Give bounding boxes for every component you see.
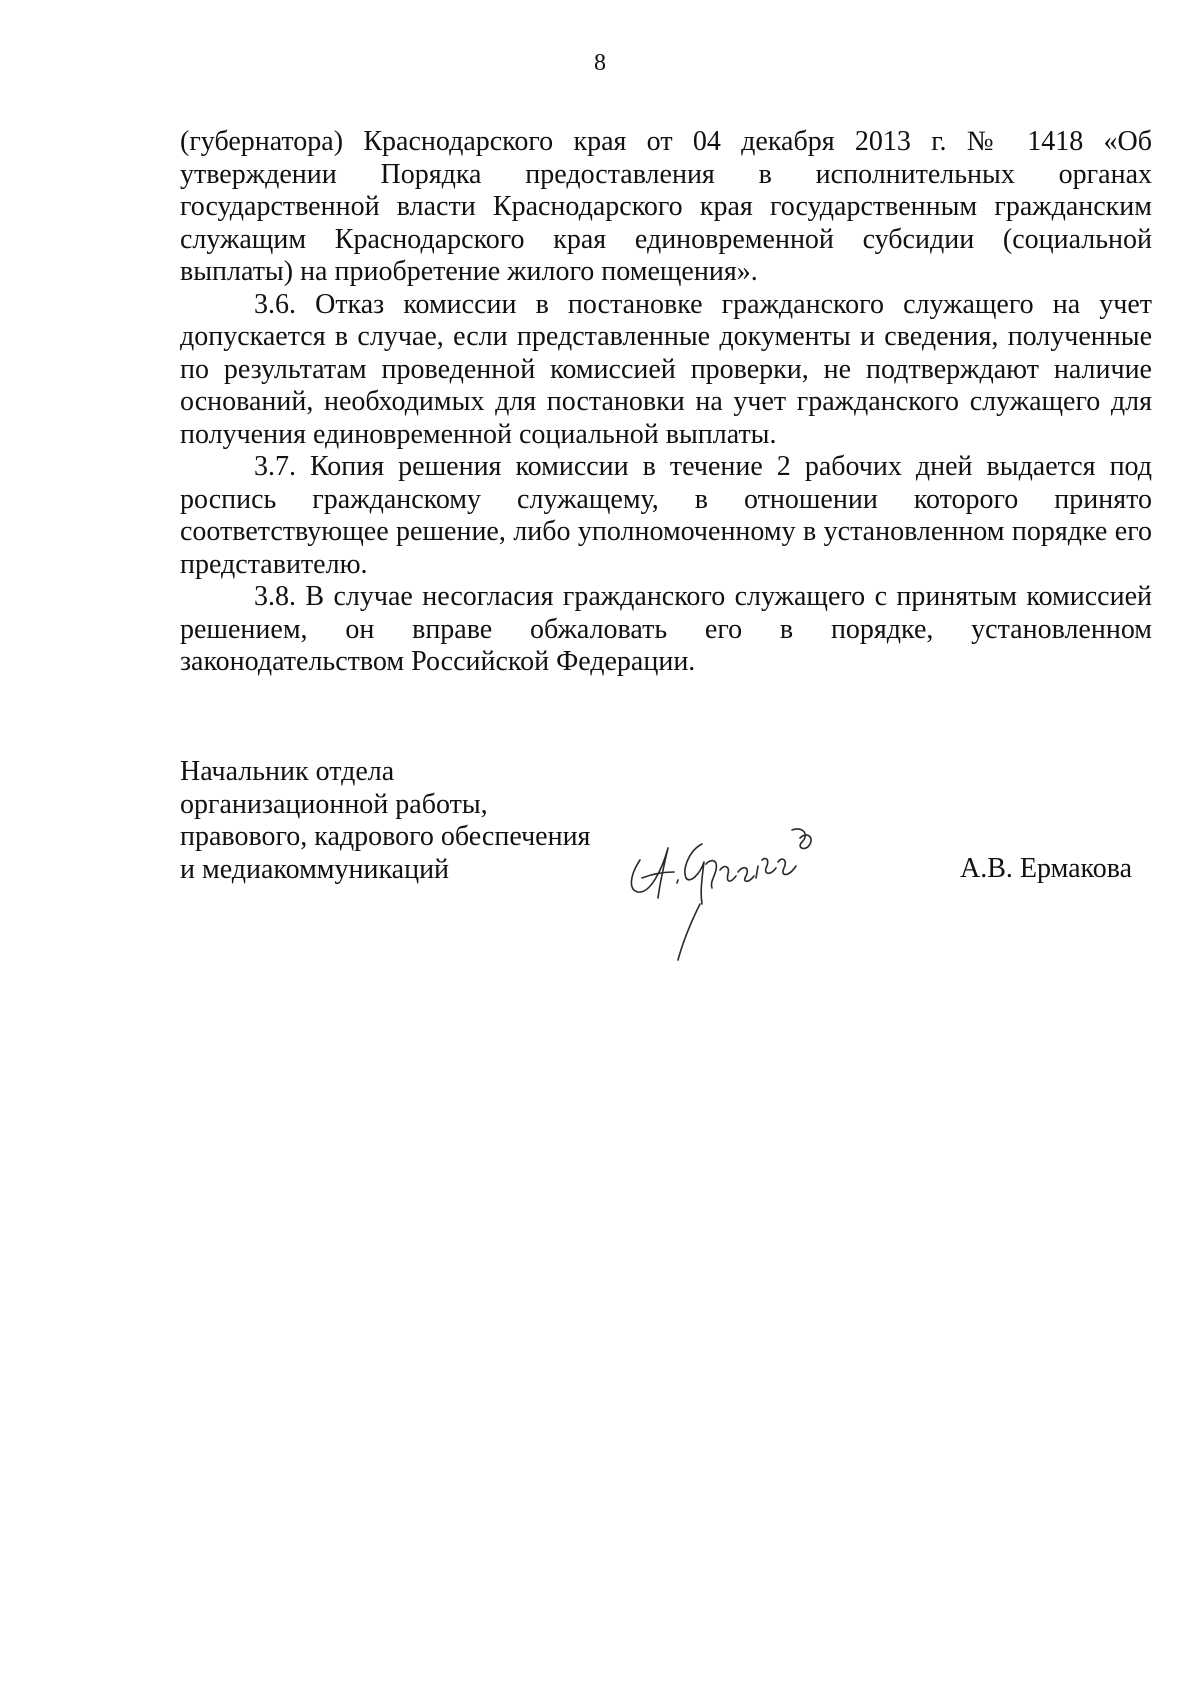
signer-name: А.В. Ермакова bbox=[960, 853, 1132, 884]
paragraph-3-6: 3.6. Отказ комиссии в постановке гражданского служащего на учет допускается в случае, если представленные документы и сведения, полученные по результатам проведенной комиссией проверки, не подтверждают наличие оснований, необходимых для постановки на учет гражданского служащего для получения единовременной социальной выплаты. bbox=[180, 288, 1152, 450]
document-body bbox=[180, 126, 1152, 679]
signer-title-line: организационной работы, bbox=[180, 788, 488, 820]
signer-title bbox=[180, 756, 640, 886]
signer-title-line: правового, кадрового обеспечения bbox=[180, 821, 591, 852]
signer-title-line: Начальник отдела bbox=[180, 756, 395, 787]
handwritten-signature bbox=[620, 820, 880, 970]
paragraph-3-8: 3.8. В случае несогласия гражданского служащего с принятым комиссией решением, он вправе обжаловать его в порядке, установленном законодательством Российской Федерации. bbox=[180, 581, 1152, 677]
paragraph-continuation: (губернатора) Краснодарского края от 04 декабря 2013 г. № 1418 «Об утверждении Порядка предоставления в исполнительных органах государственной власти Краснодарского края государственным гражданским служащим Краснодарского края единовременной субсидии (социальной выплаты) на приобретение жилого помещения». bbox=[180, 126, 1152, 287]
page-number: 8 bbox=[594, 50, 606, 76]
signer-title-line: и медиакоммуникаций bbox=[180, 853, 450, 885]
paragraph-3-7: 3.7. Копия решения комиссии в течение 2 рабочих дней выдается под роспись гражданскому служащему, в отношении которого принято соответствующее решение, либо уполномоченному в установленном порядке его представителю. bbox=[180, 451, 1152, 580]
